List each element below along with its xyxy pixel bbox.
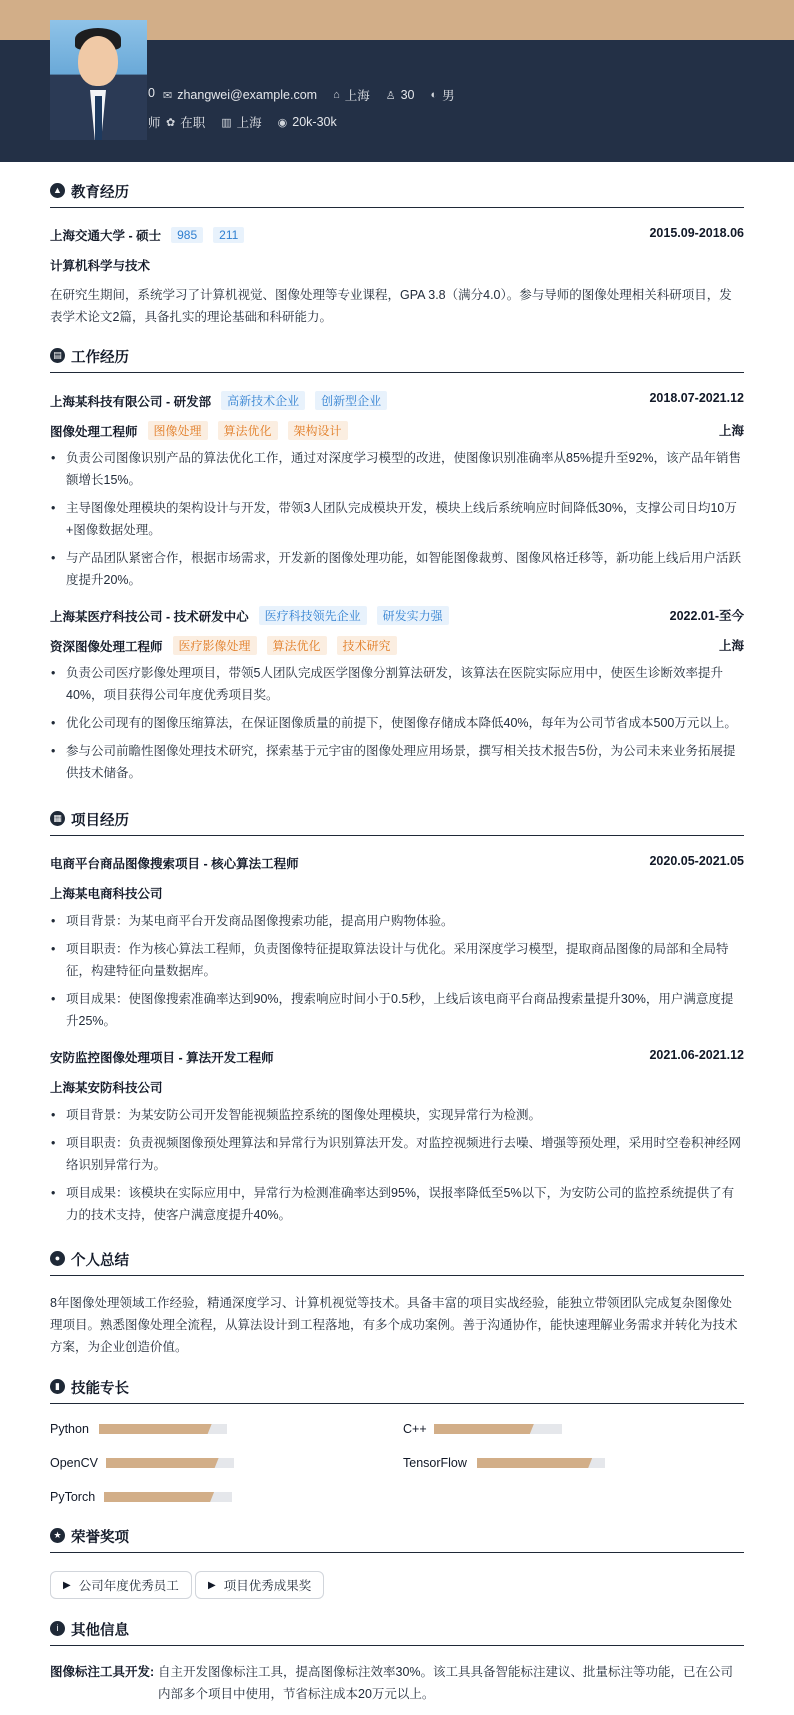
work-city-text: 上海 <box>236 116 262 130</box>
job-position-row <box>50 634 744 654</box>
job-period: 2022.01-至今 <box>669 609 744 623</box>
job-position-row <box>50 419 744 439</box>
job-location: 上海 <box>718 424 744 438</box>
coin-icon: ◉ <box>277 116 288 129</box>
email-text: zhangwei@example.com <box>177 88 318 102</box>
status-text: 在职 <box>180 116 206 130</box>
project-name: 电商平台商品图像搜索项目 - 核心算法工程师 <box>50 857 299 871</box>
awards-section-title: ★ 荣誉奖项 <box>50 1524 744 1553</box>
building-icon: ▥ <box>221 116 232 129</box>
briefcase-icon: ▤ <box>50 348 65 363</box>
project-company: 上海某电商科技公司 <box>50 887 163 901</box>
job-bullets <box>50 447 744 597</box>
list-item: • 项目职责：作为核心算法工程师，负责图像特征提取算法设计与优化。采用深度学习模型，提取商品图像的局部和全局特征，构建特征向量数据库。 <box>50 938 744 982</box>
list-item: • 项目职责：负责视频图像预处理算法和异常行为识别算法开发。对监控视频进行去噪、增强等预处理，采用时空卷积神经网络识别异常行为。 <box>50 1132 744 1176</box>
header-phone-partial: 0 <box>148 86 155 100</box>
company-tag: 医疗科技领先企业 <box>259 606 367 625</box>
company-name: 上海某医疗科技公司 - 技术研发中心 <box>50 609 249 624</box>
other-text: 自主开发图像标注工具，提高图像标注效率30%。该工具具备智能标注建议、批量标注等功能，已在公司内部多个项目中使用，节省标注成本20万元以上。 <box>158 1665 734 1701</box>
project-company: 上海某安防科技公司 <box>50 1081 163 1095</box>
job-period: 2018.07-2021.12 <box>649 391 744 405</box>
school-name: 上海交通大学 - 硕士 <box>50 229 162 243</box>
graduation-cap-icon: ▲ <box>50 183 65 198</box>
major: 计算机科学与技术 <box>50 259 151 273</box>
company-name: 上海某科技有限公司 - 研发部 <box>50 394 212 409</box>
age-item <box>386 88 415 102</box>
salary-text: 20k-30k <box>292 115 337 129</box>
position-tag: 算法优化 <box>267 636 327 655</box>
award-label: 项目优秀成果奖 <box>223 1579 312 1593</box>
summary-section-title: ● 个人总结 <box>50 1247 744 1276</box>
info-icon: i <box>50 1621 65 1636</box>
project-company-row <box>50 882 744 902</box>
skill-bar <box>104 1492 232 1502</box>
job-company-row <box>50 389 744 409</box>
cake-icon: ♙ <box>385 89 396 102</box>
list-item: • 参与公司前瞻性图像处理技术研究，探索基于元宇宙的图像处理应用场景，撰写相关技术报告5份，为公司未来业务拓展提供技术储备。 <box>50 740 744 784</box>
play-icon: ▶ <box>208 1579 216 1591</box>
company-tag: 创新型企业 <box>315 391 387 410</box>
status-item <box>166 113 205 131</box>
position-tag: 图像处理 <box>148 421 208 440</box>
education-period: 2015.09-2018.06 <box>649 226 744 240</box>
salary-item <box>278 115 337 129</box>
list-item: • 项目背景：为某安防公司开发智能视频监控系统的图像处理模块，实现异常行为检测。 <box>50 1104 744 1126</box>
project-bullets <box>50 910 744 1038</box>
award-label: 公司年度优秀员工 <box>78 1579 179 1593</box>
project-name: 安防监控图像处理项目 - 算法开发工程师 <box>50 1051 274 1065</box>
award-chip <box>50 1571 192 1599</box>
skill-bar <box>106 1458 234 1468</box>
list-item: • 与产品团队紧密合作，根据市场需求，开发新的图像处理功能，如智能图像裁剪、图像风格迁移等，新功能上线后用户活跃度提升20%。 <box>50 547 744 591</box>
position-tag: 医疗影像处理 <box>173 636 257 655</box>
skill-bar-fill <box>99 1424 212 1434</box>
list-item: • 主导图像处理模块的架构设计与开发，带领3人团队完成模块开发，模块上线后系统响应时间降低30%，支撑公司日均10万+图像数据处理。 <box>50 497 744 541</box>
skill-name: PyTorch <box>50 1490 96 1504</box>
other-label: 图像标注工具开发: <box>50 1665 155 1679</box>
header-contact-row <box>163 86 455 104</box>
skill-bar <box>99 1424 227 1434</box>
project-header-row <box>50 852 744 872</box>
header-title-partial: 师 <box>148 116 161 130</box>
bar-chart-icon: ▮ <box>50 1379 65 1394</box>
work-city-item <box>221 113 261 131</box>
skill-bar <box>434 1424 562 1434</box>
mail-icon: ✉ <box>163 89 173 102</box>
skill-bar-fill <box>106 1458 219 1468</box>
list-item: • 负责公司医疗影像处理项目，带领5人团队完成医学图像分割算法研发，该算法在医院实际应用中，使医生诊断效率提升40%，项目获得公司年度优秀项目奖。 <box>50 662 744 706</box>
city-item <box>333 86 370 104</box>
gender-item <box>431 86 455 104</box>
home-icon: ⌂ <box>333 89 340 101</box>
school-tag: 985 <box>171 227 203 243</box>
age-text: 30 <box>400 88 415 102</box>
list-item: • 项目成果：使图像搜索准确率达到90%，搜索响应时间小于0.5秒，上线后该电商平台商品搜索量提升30%，用户满意度提升25%。 <box>50 988 744 1032</box>
profile-photo <box>50 20 147 140</box>
project-header-row <box>50 1046 744 1066</box>
position-tag: 架构设计 <box>288 421 348 440</box>
award-icon: ★ <box>50 1528 65 1543</box>
work-section-title: ▤ 工作经历 <box>50 344 744 373</box>
city-text: 上海 <box>344 89 370 103</box>
school-tag: 211 <box>213 227 244 243</box>
job-location: 上海 <box>718 639 744 653</box>
project-bullets <box>50 1104 744 1232</box>
position: 图像处理工程师 <box>50 424 138 439</box>
award-chip <box>195 1571 324 1599</box>
project-period: 2020.05-2021.05 <box>649 854 744 868</box>
skill-name: C++ <box>403 1422 427 1436</box>
list-item: • 优化公司现有的图像压缩算法，在保证图像质量的前提下，使图像存储成本降低40%，每年为公司节省成本500万元以上。 <box>50 712 744 734</box>
skill-bar-fill <box>434 1424 534 1434</box>
skill-name: Python <box>50 1422 89 1436</box>
company-tag: 研发实力强 <box>377 606 449 625</box>
list-item: • 项目背景：为某电商平台开发商品图像搜索功能，提高用户购物体验。 <box>50 910 744 932</box>
user-icon: ● <box>50 1251 65 1266</box>
gender-icon: ◐ <box>430 89 438 101</box>
skills-section-title: ▮ 技能专长 <box>50 1375 744 1404</box>
position-tag: 算法优化 <box>218 421 278 440</box>
education-description: 在研究生期间，系统学习了计算机视觉、图像处理等专业课程，GPA 3.8（满分4.0）。参与导师的图像处理相关科研项目，发表学术论文2篇，具备扎实的理论基础和科研能力。 <box>50 288 732 324</box>
other-section-title: i 其他信息 <box>50 1617 744 1646</box>
email-item <box>163 88 317 102</box>
education-header-row <box>50 224 744 244</box>
gear-icon: ✿ <box>166 116 176 129</box>
education-section-title: ▲ 教育经历 <box>50 179 744 208</box>
play-icon: ▶ <box>63 1579 71 1591</box>
skill-bar-fill <box>104 1492 214 1502</box>
job-bullets <box>50 662 744 790</box>
projects-section-title: ▦ 项目经历 <box>50 807 744 836</box>
skill-bar <box>477 1458 605 1468</box>
list-item: • 负责公司图像识别产品的算法优化工作，通过对深度学习模型的改进，使图像识别准确率从85%提升至92%，该产品年销售额增长15%。 <box>50 447 744 491</box>
education-major-row <box>50 254 744 274</box>
gender-text: 男 <box>442 89 455 103</box>
position-tag: 技术研究 <box>337 636 397 655</box>
project-period: 2021.06-2021.12 <box>649 1048 744 1062</box>
position: 资深图像处理工程师 <box>50 639 163 654</box>
company-tag: 高新技术企业 <box>221 391 305 410</box>
skill-bar-fill <box>477 1458 592 1468</box>
list-item: • 项目成果：该模块在实际应用中，异常行为检测准确率达到95%，误报率降低至5%以下，为安防公司的监控系统提供了有力的技术支持，使客户满意度提升40%。 <box>50 1182 744 1226</box>
skill-name: OpenCV <box>50 1456 98 1470</box>
skill-name: TensorFlow <box>403 1456 467 1470</box>
header-status-row <box>166 113 337 131</box>
summary-text: 8年图像处理领域工作经验，精通深度学习、计算机视觉等技术。具备丰富的项目实战经验，能独立带领团队完成复杂图像处理项目。熟悉图像处理全流程，从算法设计到工程落地，有多个成功案例。善于沟通协作，能快速理解业务需求并转化为技术方案，为企业创造价值。 <box>50 1296 738 1354</box>
grid-icon: ▦ <box>50 811 65 826</box>
project-company-row <box>50 1076 744 1096</box>
job-company-row <box>50 604 744 624</box>
